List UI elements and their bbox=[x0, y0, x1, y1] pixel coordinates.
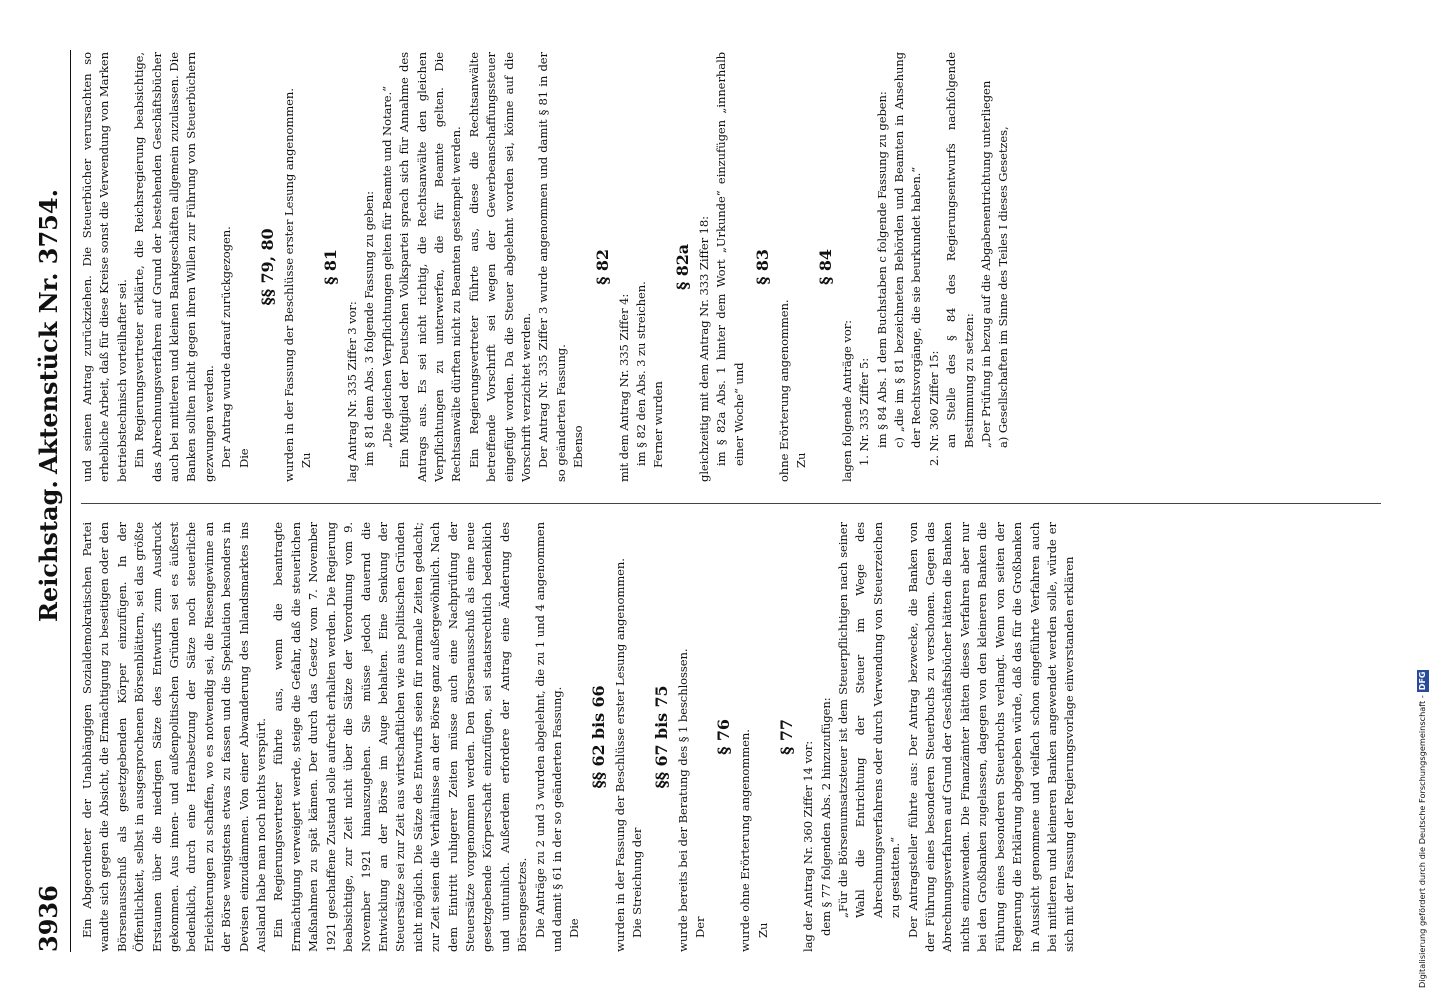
paragraph: Der Antragsteller führte aus: Der Antrag bezwecke, die Banken von der Führung eines besonderen Steuerbuchs zu verschonen. Gegen das Abrechnungsverfahren auf Grund der Geschäftsbücher hätten die Banken nichts einzuwenden. Die Finanzämter hätten dieses Verfahren aber nur bei den Großbanken zugelassen, dagegen von den kleineren Banken die Führung eines besonderen Steuerbuchs verlangt. Wenn von seiten der Regierung die Erklärung abgegeben würde, daß das für die Großbanken in Aussicht genommene und vielfach schon eingeführte Verfahren auch bei mittleren und kleineren Banken angewendet werden solle, würde er sich mit der Fassung der Regierungsvorlage einverstanden erklären bbox=[905, 522, 1077, 952]
paragraph: und seinen Antrag zurückziehen. Die Steuerbücher verursachten so erhebliche Arbeit, daß für diese Kreise sonst die Verwendung von Marken betriebstechnisch vorteilhafter sei. bbox=[80, 52, 129, 482]
paragraph: Ferner wurden bbox=[651, 381, 666, 468]
paragraph: im § 82 den Abs. 3 zu streichen. bbox=[633, 281, 648, 466]
section-heading: §§ 79, 80 bbox=[258, 228, 278, 306]
section-heading: §§ 67 bis 75 bbox=[651, 685, 671, 789]
paragraph: im § 81 dem Abs. 3 folgende Fassung zu geben: bbox=[362, 191, 377, 466]
paragraph: wurde bereits bei der Beratung des § 1 beschlossen. bbox=[675, 648, 690, 952]
paragraph: Die Streichung der bbox=[630, 827, 645, 938]
header-title-left: Reichstag. bbox=[34, 480, 63, 622]
quoted-text: „Der Prüfung in bezug auf die Abgabenentrichtung unterliegen bbox=[979, 80, 994, 448]
section-heading: § 81 bbox=[320, 249, 340, 285]
paragraph: wurden in der Fassung der Beschlüsse erster Lesung angenommen. bbox=[612, 558, 627, 952]
paragraph: wurden in der Fassung der Beschlüsse erster Lesung angenommen. bbox=[282, 88, 297, 482]
paragraph: Zu bbox=[794, 452, 809, 468]
paragraph: lagen folgende Anträge vor: bbox=[839, 320, 854, 482]
left-column bbox=[79, 522, 1079, 952]
paragraph: wurde ohne Erörterung angenommen. bbox=[738, 729, 753, 952]
paragraph: Die bbox=[567, 918, 582, 938]
paragraph: Der Antrag wurde darauf zurückgezogen. bbox=[219, 226, 234, 468]
paragraph: ohne Erörterung angenommen. bbox=[777, 299, 791, 482]
credit-text: Digitalisierung gefördert durch die Deutsche Forschungsgemeinschaft - bbox=[1417, 695, 1427, 988]
rotated-sheet bbox=[2, 10, 1402, 1000]
paragraph: an Stelle des § 84 des Regierungsentwurfs nachfolgende Bestimmung zu setzen: bbox=[944, 52, 976, 448]
paragraph: Ebenso bbox=[571, 425, 586, 468]
section-heading: §§ 62 bis 66 bbox=[588, 685, 608, 789]
paragraph: gleichzeitig mit dem Antrag Nr. 333 Ziffer 18: bbox=[696, 216, 711, 482]
paragraph: im § 82a Abs. 1 hinter dem Wort „Urkunde“ einzufügen „innerhalb einer Woche“ und bbox=[714, 52, 746, 466]
right-column bbox=[79, 52, 1013, 482]
paragraph: im § 84 Abs. 1 dem Buchstaben c folgende Fassung zu geben: bbox=[874, 91, 889, 448]
quoted-text: „Die gleichen Verpflichtungen gelten für Beamte und Notare.“ bbox=[379, 86, 394, 448]
digitization-credit bbox=[1412, 8, 1434, 998]
paragraph: mit dem Antrag Nr. 335 Ziffer 4: bbox=[616, 293, 631, 482]
paragraph: lag Antrag Nr. 335 Ziffer 3 vor: bbox=[344, 301, 359, 482]
paragraph: Die Anträge zu 2 und 3 wurden abgelehnt, die zu 1 und 4 angenommen und damit § 61 in der so geänderten Fassung. bbox=[532, 522, 564, 952]
paragraph: Ein Abgeordneter der Unabhängigen Sozialdemokratischen Partei wandte sich gegen die Absicht, die Ermächtigung zu beseitigen oder den Börsenausschuß als gesetzgebenden Körper einzufügen. In der Öffentlichkeit, selbst in ausgesprochenen Börsenblättern, sei das größte Erstaunen über die niedrigen Sätze des Entwurfs zum Ausdruck gekommen. Aus innen- und außenpolitischen Gründen sei es äußerst bedenklich, durch eine Herabsetzung der Sätze noch steuerliche Erleichterungen zu schaffen, wo es notwendig sei, die Riesengewinne an der Börse wenigstens etwas zu fassen und die Spekulation besonders in Devisen einzudämmen. Von einer Abwanderung des Inlandsmarktes ins Ausland habe man noch nichts verspürt. bbox=[80, 522, 269, 952]
paragraph: Ein Regierungsvertreter erklärte, die Reichsregierung beabsichtige, das Abrechnungsverfahren auf Grund der bestehenden Geschäftsbücher auch bei mittleren und kleinen Bankgeschäften allgemein zuzulassen. Die Banken sollten nicht gegen ihren Willen zur Führung von Steuerbüchern gezwungen werden. bbox=[132, 52, 216, 482]
paragraph: Ein Regierungsvertreter führte aus, wenn die beantragte Ermächtigung verweigert werde, steige die Gefahr, daß die steuerlichen Maßnahmen zu spät kämen. Der durch das Gesetz vom 7. November 1921 geschaffene Zustand solle aufrecht erhalten werden. Die Regierung beabsichtige, zur Zeit nicht über die Sätze der Verordnung vom 9. November 1921 hinauszugehen. Sie müsse jedoch dauernd die Entwicklung an der Börse im Auge behalten. Eine Senkung der Steuersätze sei zur Zeit aus wirtschaftlichen wie aus politischen Gründen nicht möglich. Die Sätze des Entwurfs seien für normale Zeiten gedacht; zur Zeit seien die Verhältnisse an der Börse ganz außergewöhnlich. Nach dem Eintritt ruhigerer Zeiten müsse auch eine Nachprüfung der Steuersätze vorgenommen werden. Den Börsenausschuß als eine neue gesetzgebende Körperschaft einzufügen, sei staatsrechtlich bedenklich und untunlich. Außerdem erfordere der Antrag eine Änderung des Börsengesetzes. bbox=[271, 522, 530, 952]
paragraph: Ein Mitglied der Deutschen Volkspartei sprach sich für Annahme des Antrags aus. Es sei nicht richtig, die Rechtsanwälte den gleichen Verpflichtungen zu unterwerfen, die für Beamte gelten. Die Rechtsanwälte dürften nicht zu Beamten gestempelt werden. bbox=[397, 52, 464, 482]
dfg-logo: DFG bbox=[1418, 671, 1427, 691]
list-item: 2. Nr. 360 Ziffer 15: bbox=[926, 350, 941, 466]
column-divider bbox=[81, 503, 1381, 504]
paragraph: Zu bbox=[299, 452, 314, 468]
quoted-text: c) „die im § 81 bezeichneten Behörden und Beamten in Ansehung der Rechtsvorgänge, die sie beurkundet haben.“ bbox=[892, 52, 924, 448]
section-heading: § 83 bbox=[753, 249, 772, 285]
section-heading: § 77 bbox=[777, 719, 797, 755]
header-title-right: Aktenstück Nr. 3754. bbox=[34, 189, 63, 474]
paragraph: lag der Antrag Nr. 360 Ziffer 14 vor: bbox=[801, 740, 816, 952]
section-heading: § 76 bbox=[714, 719, 734, 755]
paragraph: Zu bbox=[755, 922, 770, 938]
paragraph: Die bbox=[236, 448, 251, 468]
list-item: 1. Nr. 335 Ziffer 5: bbox=[857, 357, 872, 466]
paragraph: Der bbox=[693, 916, 707, 938]
paragraph: Ein Regierungsvertreter führte aus, diese die Rechtsanwälte betreffende Vorschrift sei wegen der Gewerbeanschaffungssteuer eingefügt worden. Da die Steuer abgelehnt worden sei, könne auf die Vorschrift verzichtet werden. bbox=[466, 52, 533, 482]
section-heading: § 82 bbox=[592, 249, 612, 285]
paragraph: Der Antrag Nr. 335 Ziffer 3 wurde angenommen und damit § 81 in der so geänderten Fassung. bbox=[536, 52, 568, 482]
section-heading: § 84 bbox=[815, 249, 835, 285]
paragraph: a) Gesellschaften im Sinne des Teiles I dieses Gesetzes, bbox=[996, 126, 1011, 448]
paragraph: dem § 77 folgenden Abs. 2 hinzuzufügen: bbox=[818, 697, 833, 936]
page-number: 3936 bbox=[34, 885, 63, 952]
quoted-text: „Für die Börsenumsatzsteuer ist dem Steuerpflichtigen nach seiner Wahl die Entrichtung der Steuer im Wege des Abrechnungsverfahrens oder durch Verwendung von Steuerzeichen zu gestatten.“ bbox=[836, 522, 903, 918]
running-header bbox=[30, 50, 71, 952]
section-heading: § 82a bbox=[672, 243, 692, 291]
